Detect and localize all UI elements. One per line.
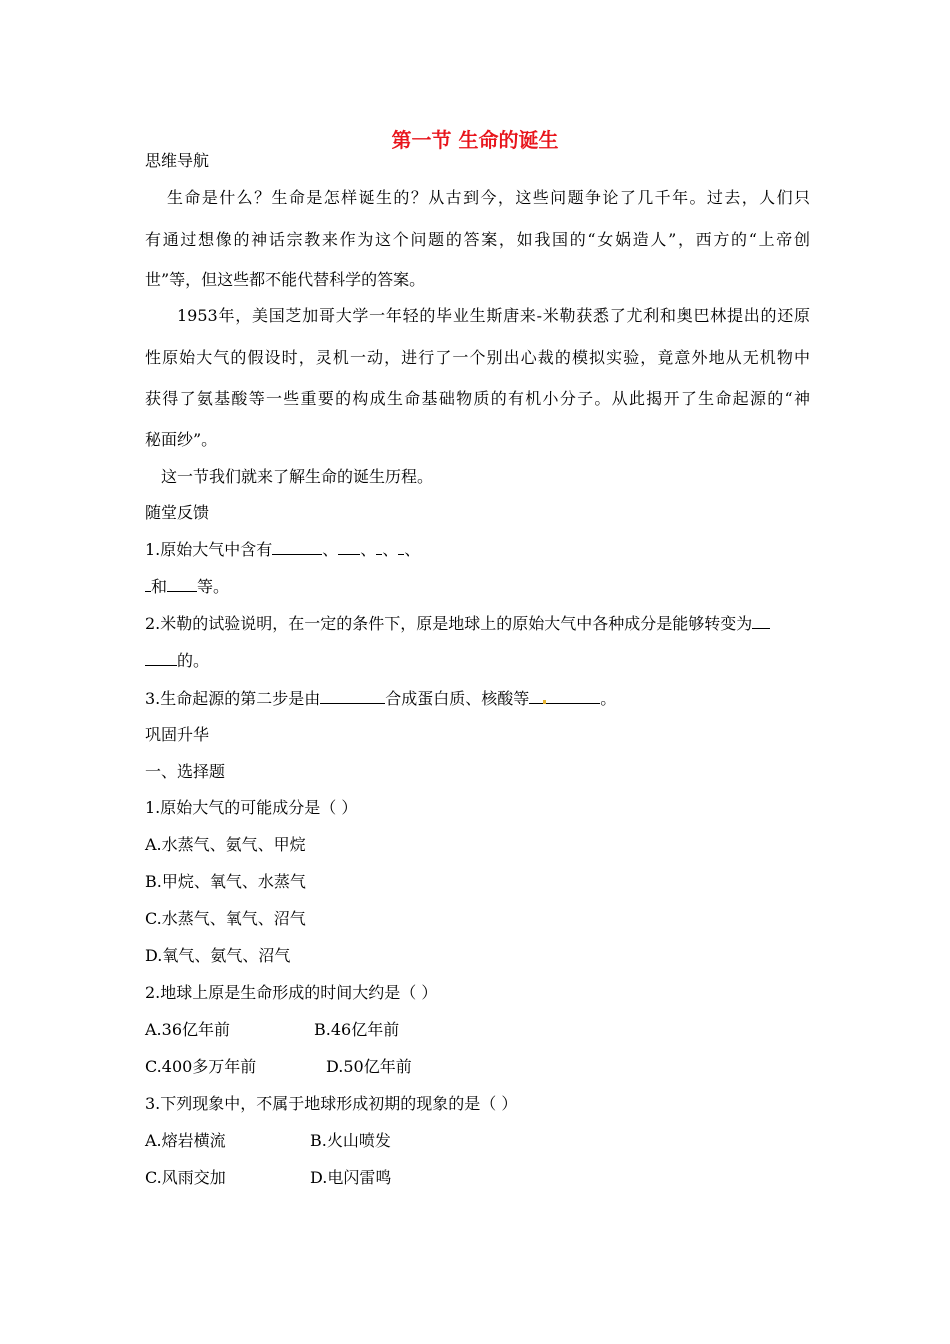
q2-options-row-2 xyxy=(145,1056,810,1078)
consolidate-heading: 巩固升华 xyxy=(145,725,210,744)
feedback-q2-end: 的。 xyxy=(177,651,210,670)
answer-blank[interactable] xyxy=(529,689,543,704)
feedback-q1-line1 xyxy=(145,539,810,561)
answer-blank[interactable] xyxy=(546,689,600,704)
feedback-heading: 随堂反馈 xyxy=(145,503,210,522)
answer-blank[interactable] xyxy=(338,540,360,555)
feedback-q3-middle: 合成蛋白质、核酸等 xyxy=(385,689,530,708)
nav-heading: 思维导航 xyxy=(145,151,210,170)
separator: 、 xyxy=(382,540,399,559)
answer-blank[interactable] xyxy=(167,577,197,592)
q3-options-row-2 xyxy=(145,1167,810,1189)
answer-blank[interactable] xyxy=(320,689,385,704)
q2-option-a[interactable]: A.36亿年前 xyxy=(145,1020,231,1039)
q3-options-row-1 xyxy=(145,1130,810,1152)
q2-option-d[interactable]: D.50亿年前 xyxy=(326,1057,412,1076)
separator: 、 xyxy=(360,540,377,559)
q3-option-d[interactable]: D.电闪雷鸣 xyxy=(310,1168,392,1187)
feedback-q3 xyxy=(145,688,810,710)
intro-p1-line2: 有通过想像的神话宗教来作为这个问题的答案，如我国的“女娲造人”，西方的“上帝创 xyxy=(145,230,810,249)
q1-option-a[interactable]: A.水蒸气、氨气、甲烷 xyxy=(145,835,306,854)
intro-p1-line1: 生命是什么？生命是怎样诞生的？从古到今，这些问题争论了几千年。过去，人们只 xyxy=(167,188,810,207)
feedback-q2-line2 xyxy=(145,650,810,672)
feedback-q3-text: 3.生命起源的第二步是由 xyxy=(145,689,321,708)
question-1: 1.原始大气的可能成分是（ ） xyxy=(145,798,358,817)
intro-p1-line3: 世”等，但这些都不能代替科学的答案。 xyxy=(145,270,426,289)
answer-blank[interactable] xyxy=(145,651,177,666)
intro-p3: 这一节我们就来了解生命的诞生历程。 xyxy=(161,467,434,486)
section-heading: 一、选择题 xyxy=(145,762,226,781)
q1-option-c[interactable]: C.水蒸气、氧气、沼气 xyxy=(145,909,306,928)
feedback-q1-end: 等。 xyxy=(197,577,230,596)
q2-options-row-1 xyxy=(145,1019,810,1041)
separator: 、 xyxy=(322,540,339,559)
intro-p2-line1: 1953年，美国芝加哥大学一年轻的毕业生斯唐来-米勒获悉了尤利和奥巴林提出的还原 xyxy=(177,306,810,325)
intro-p2-line3: 获得了氨基酸等一些重要的构成生命基础物质的有机小分子。从此揭开了生命起源的“神 xyxy=(145,389,810,408)
q3-option-b[interactable]: B.火山喷发 xyxy=(310,1131,391,1150)
q1-option-b[interactable]: B.甲烷、氧气、水蒸气 xyxy=(145,872,306,891)
answer-blank[interactable] xyxy=(752,614,770,629)
feedback-q1-line2 xyxy=(145,576,810,598)
q3-option-a[interactable]: A.熔岩横流 xyxy=(145,1131,226,1150)
intro-p2-line4: 秘面纱”。 xyxy=(145,430,218,449)
feedback-q2-line1 xyxy=(145,613,810,635)
feedback-q1-and: 和 xyxy=(151,577,168,596)
q2-option-b[interactable]: B.46亿年前 xyxy=(314,1020,400,1039)
question-2: 2.地球上原是生命形成的时间大约是（ ） xyxy=(145,983,438,1002)
feedback-q1-text: 1.原始大气中含有 xyxy=(145,540,273,559)
feedback-q2-text: 2.米勒的试验说明，在一定的条件下，原是地球上的原始大气中各种成分是能够转变为 xyxy=(145,614,753,633)
q3-option-c[interactable]: C.风雨交加 xyxy=(145,1168,226,1187)
page-title: 第一节 生命的诞生 xyxy=(391,128,559,152)
intro-p2-line2: 性原始大气的假设时，灵机一动，进行了一个别出心裁的模拟实验，竟意外地从无机物中 xyxy=(145,348,810,367)
q2-option-c[interactable]: C.400多万年前 xyxy=(145,1057,257,1076)
q1-option-d[interactable]: D.氧气、氨气、沼气 xyxy=(145,946,291,965)
feedback-q3-end: 。 xyxy=(600,689,617,708)
separator: 、 xyxy=(404,540,421,559)
answer-blank[interactable] xyxy=(272,540,322,555)
question-3: 3.下列现象中，不属于地球形成初期的现象的是（ ） xyxy=(145,1094,518,1113)
